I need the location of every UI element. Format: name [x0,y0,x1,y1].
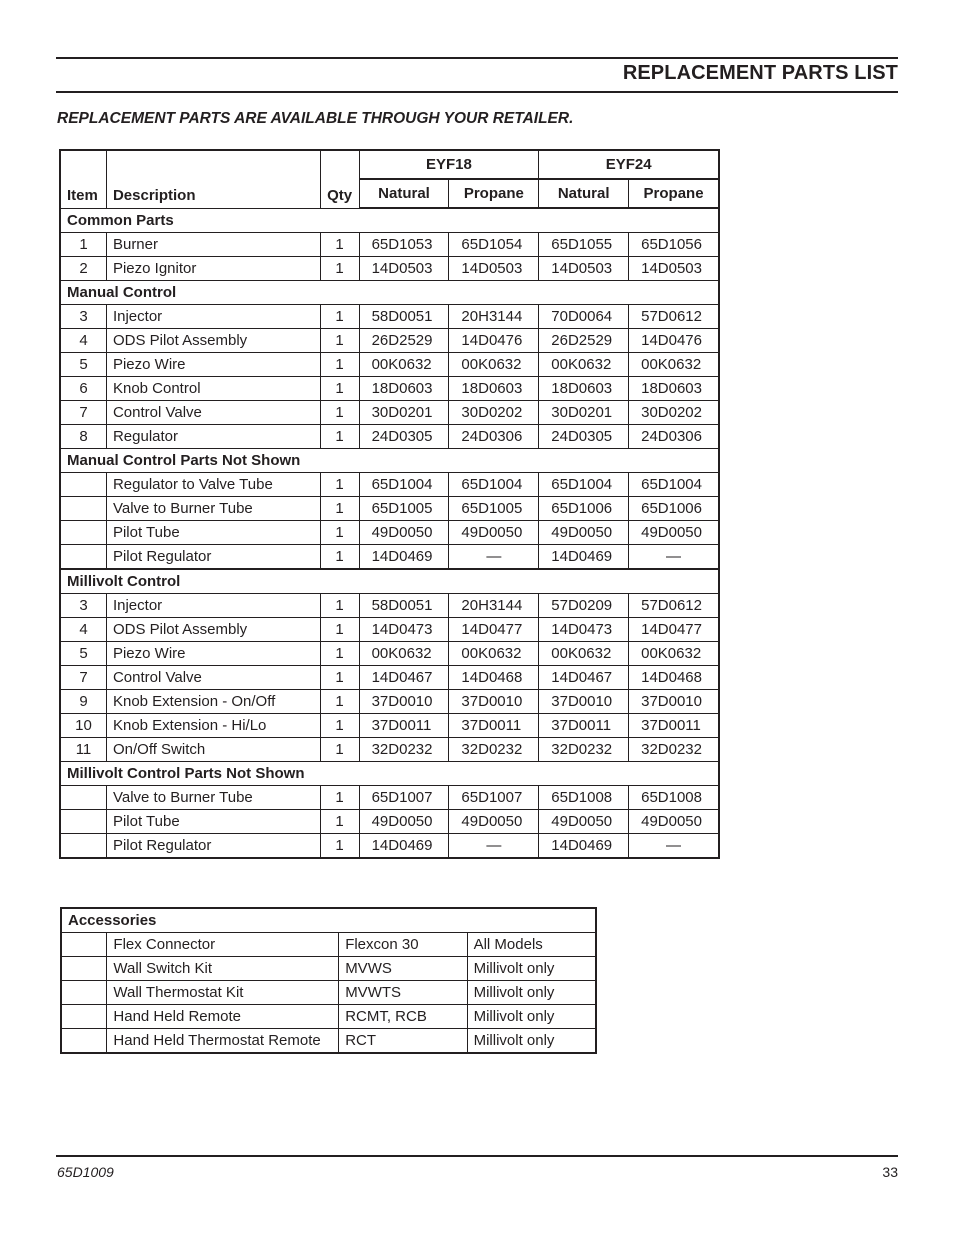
part-description: Pilot Regulator [106,834,320,859]
table-row [60,401,719,425]
part-qty: 1 [320,521,359,545]
parts-body [60,208,719,858]
part-number: 37D0011 [629,714,719,738]
item-number: 7 [60,666,106,690]
part-number: 14D0503 [449,257,539,281]
part-number: 00K0632 [539,353,629,377]
accessory-part-number: Flexcon 30 [339,933,467,957]
part-number: 14D0469 [539,545,629,570]
table-row [61,1005,596,1029]
section-title: Manual Control Parts Not Shown [60,449,719,473]
part-number: — [629,545,719,570]
part-number: 49D0050 [629,810,719,834]
part-description: Regulator to Valve Tube [106,473,320,497]
item-number: 6 [60,377,106,401]
item-number: 7 [60,401,106,425]
part-number: 14D0468 [629,666,719,690]
table-row [60,738,719,762]
part-number: 65D1008 [539,786,629,810]
col-header-item: Item [60,150,106,208]
part-qty: 1 [320,353,359,377]
table-row [60,497,719,521]
item-number: 3 [60,594,106,618]
footer-doc-code: 65D1009 [57,1164,114,1180]
part-qty: 1 [320,786,359,810]
part-number: 65D1007 [359,786,449,810]
accessory-item-cell [61,1029,107,1054]
part-qty: 1 [320,401,359,425]
part-number: 30D0201 [539,401,629,425]
part-number: 14D0503 [629,257,719,281]
part-description: Injector [106,305,320,329]
part-number: 65D1008 [629,786,719,810]
part-description: Knob Control [106,377,320,401]
item-number: 4 [60,329,106,353]
part-qty: 1 [320,233,359,257]
part-number: 57D0612 [629,305,719,329]
part-number: 65D1006 [629,497,719,521]
part-qty: 1 [320,666,359,690]
part-number: 32D0232 [449,738,539,762]
part-number: 00K0632 [629,642,719,666]
table-row [60,594,719,618]
part-number: 65D1004 [359,473,449,497]
part-description: Valve to Burner Tube [106,497,320,521]
part-number: 37D0011 [449,714,539,738]
part-number: 24D0306 [629,425,719,449]
col-header-eyf18-propane: Propane [449,179,539,208]
part-description: Pilot Tube [106,810,320,834]
section-title: Millivolt Control [60,569,719,594]
part-number: 14D0467 [359,666,449,690]
accessory-part-number: RCMT, RCB [339,1005,467,1029]
table-row [60,786,719,810]
part-number: 32D0232 [539,738,629,762]
part-description: Control Valve [106,401,320,425]
accessory-applicability: All Models [467,933,596,957]
part-description: Burner [106,233,320,257]
section-header-row [60,449,719,473]
part-description: Piezo Wire [106,353,320,377]
part-qty: 1 [320,329,359,353]
accessory-name: Hand Held Remote [107,1005,339,1029]
table-row [60,545,719,570]
part-number: 65D1006 [539,497,629,521]
part-qty: 1 [320,257,359,281]
table-row [60,521,719,545]
retailer-notice: REPLACEMENT PARTS ARE AVAILABLE THROUGH YOUR RETAILER. [57,110,574,127]
part-qty: 1 [320,473,359,497]
part-number: 18D0603 [629,377,719,401]
table-row [60,257,719,281]
part-number: 26D2529 [359,329,449,353]
parts-table [59,149,720,859]
part-description: Control Valve [106,666,320,690]
part-number: 14D0477 [629,618,719,642]
accessory-item-cell [61,1005,107,1029]
part-number: 70D0064 [539,305,629,329]
part-number: 14D0469 [359,545,449,570]
part-description: Injector [106,594,320,618]
part-qty: 1 [320,594,359,618]
part-number: 65D1004 [539,473,629,497]
part-number: 37D0010 [449,690,539,714]
part-number: 18D0603 [359,377,449,401]
part-number: 65D1055 [539,233,629,257]
item-number [60,497,106,521]
part-number: 14D0469 [539,834,629,859]
part-description: Knob Extension - On/Off [106,690,320,714]
accessory-applicability: Millivolt only [467,981,596,1005]
part-number: 37D0010 [539,690,629,714]
parts-header-row-1 [60,150,719,179]
item-number: 3 [60,305,106,329]
accessory-name: Wall Switch Kit [107,957,339,981]
section-title: Manual Control [60,281,719,305]
item-number: 1 [60,233,106,257]
table-row [60,329,719,353]
part-number: 49D0050 [539,521,629,545]
part-number: 65D1004 [449,473,539,497]
part-number: 37D0010 [359,690,449,714]
accessory-applicability: Millivolt only [467,1005,596,1029]
part-number: 14D0503 [359,257,449,281]
col-header-eyf24-propane: Propane [629,179,719,208]
col-group-eyf18: EYF18 [359,150,539,179]
part-number: 14D0467 [539,666,629,690]
accessory-name: Wall Thermostat Kit [107,981,339,1005]
part-qty: 1 [320,738,359,762]
col-group-eyf24: EYF24 [539,150,719,179]
table-row [60,353,719,377]
accessory-part-number: RCT [339,1029,467,1054]
part-number: 00K0632 [449,642,539,666]
part-description: Pilot Regulator [106,545,320,570]
page-title: REPLACEMENT PARTS LIST [622,62,898,84]
part-number: 65D1005 [359,497,449,521]
part-number: — [449,834,539,859]
part-description: Regulator [106,425,320,449]
part-number: 14D0476 [449,329,539,353]
part-number: 00K0632 [359,642,449,666]
part-number: 00K0632 [449,353,539,377]
part-number: 14D0469 [359,834,449,859]
item-number [60,473,106,497]
part-number: 57D0612 [629,594,719,618]
part-qty: 1 [320,714,359,738]
table-row [60,642,719,666]
section-header-row [60,281,719,305]
part-number: 65D1056 [629,233,719,257]
item-number: 11 [60,738,106,762]
part-number: 20H3144 [449,594,539,618]
table-row [61,1029,596,1054]
table-row [60,810,719,834]
accessory-item-cell [61,981,107,1005]
table-row [60,233,719,257]
part-number: 37D0011 [539,714,629,738]
title-rule [56,91,898,93]
part-number: 24D0305 [539,425,629,449]
part-number: 14D0477 [449,618,539,642]
section-title: Millivolt Control Parts Not Shown [60,762,719,786]
accessory-item-cell [61,933,107,957]
part-number: 14D0473 [539,618,629,642]
col-header-eyf24-natural: Natural [539,179,629,208]
item-number: 4 [60,618,106,642]
table-row [60,305,719,329]
col-header-qty: Qty [320,150,359,208]
part-number: 65D1007 [449,786,539,810]
part-number: 32D0232 [629,738,719,762]
col-header-description: Description [106,150,320,208]
accessories-table [60,907,597,1054]
accessory-applicability: Millivolt only [467,957,596,981]
part-description: Valve to Burner Tube [106,786,320,810]
part-number: 00K0632 [539,642,629,666]
accessory-part-number: MVWS [339,957,467,981]
part-qty: 1 [320,377,359,401]
part-qty: 1 [320,618,359,642]
accessory-name: Flex Connector [107,933,339,957]
part-number: 49D0050 [629,521,719,545]
item-number: 10 [60,714,106,738]
part-number: 24D0305 [359,425,449,449]
part-qty: 1 [320,834,359,859]
part-number: 14D0476 [629,329,719,353]
item-number [60,545,106,570]
item-number: 5 [60,642,106,666]
accessories-header-row [61,908,596,933]
part-number: 26D2529 [539,329,629,353]
part-number: 00K0632 [359,353,449,377]
part-number: 30D0202 [629,401,719,425]
part-qty: 1 [320,305,359,329]
table-row [60,618,719,642]
part-qty: 1 [320,690,359,714]
table-row [61,957,596,981]
part-number: 65D1053 [359,233,449,257]
part-number: 65D1054 [449,233,539,257]
part-number: 65D1004 [629,473,719,497]
item-number [60,521,106,545]
accessory-name: Hand Held Thermostat Remote [107,1029,339,1054]
col-header-eyf18-natural: Natural [359,179,449,208]
part-number: 18D0603 [449,377,539,401]
part-number: — [629,834,719,859]
table-row [60,425,719,449]
part-qty: 1 [320,810,359,834]
accessories-title: Accessories [61,908,596,933]
item-number [60,834,106,859]
table-row [60,834,719,859]
table-row [60,714,719,738]
top-rule [56,57,898,59]
footer-rule [56,1155,898,1157]
part-number: 32D0232 [359,738,449,762]
part-number: 20H3144 [449,305,539,329]
part-number: 57D0209 [539,594,629,618]
part-number: 49D0050 [539,810,629,834]
part-description: ODS Pilot Assembly [106,329,320,353]
part-description: Piezo Wire [106,642,320,666]
part-number: 49D0050 [359,810,449,834]
table-row [60,377,719,401]
part-number: 37D0010 [629,690,719,714]
part-qty: 1 [320,425,359,449]
part-qty: 1 [320,642,359,666]
part-number: 58D0051 [359,594,449,618]
part-description: Pilot Tube [106,521,320,545]
table-row [60,666,719,690]
part-description: Knob Extension - Hi/Lo [106,714,320,738]
part-number: — [449,545,539,570]
part-number: 30D0202 [449,401,539,425]
section-header-row [60,762,719,786]
part-number: 49D0050 [449,521,539,545]
part-description: ODS Pilot Assembly [106,618,320,642]
part-number: 37D0011 [359,714,449,738]
part-number: 14D0468 [449,666,539,690]
part-number: 49D0050 [359,521,449,545]
part-number: 18D0603 [539,377,629,401]
table-row [60,690,719,714]
part-description: Piezo Ignitor [106,257,320,281]
section-header-row [60,569,719,594]
accessories-body [61,908,596,1053]
table-row [61,933,596,957]
accessory-part-number: MVWTS [339,981,467,1005]
footer-page-number: 33 [882,1164,898,1180]
table-row [60,473,719,497]
part-number: 24D0306 [449,425,539,449]
section-header-row [60,208,719,233]
part-number: 58D0051 [359,305,449,329]
item-number [60,786,106,810]
part-number: 14D0503 [539,257,629,281]
table-row [61,981,596,1005]
item-number [60,810,106,834]
part-number: 00K0632 [629,353,719,377]
part-number: 30D0201 [359,401,449,425]
part-description: On/Off Switch [106,738,320,762]
accessory-applicability: Millivolt only [467,1029,596,1054]
part-number: 65D1005 [449,497,539,521]
item-number: 8 [60,425,106,449]
part-number: 14D0473 [359,618,449,642]
part-qty: 1 [320,545,359,570]
item-number: 2 [60,257,106,281]
item-number: 5 [60,353,106,377]
item-number: 9 [60,690,106,714]
accessory-item-cell [61,957,107,981]
section-title: Common Parts [60,208,719,233]
part-number: 49D0050 [449,810,539,834]
part-qty: 1 [320,497,359,521]
